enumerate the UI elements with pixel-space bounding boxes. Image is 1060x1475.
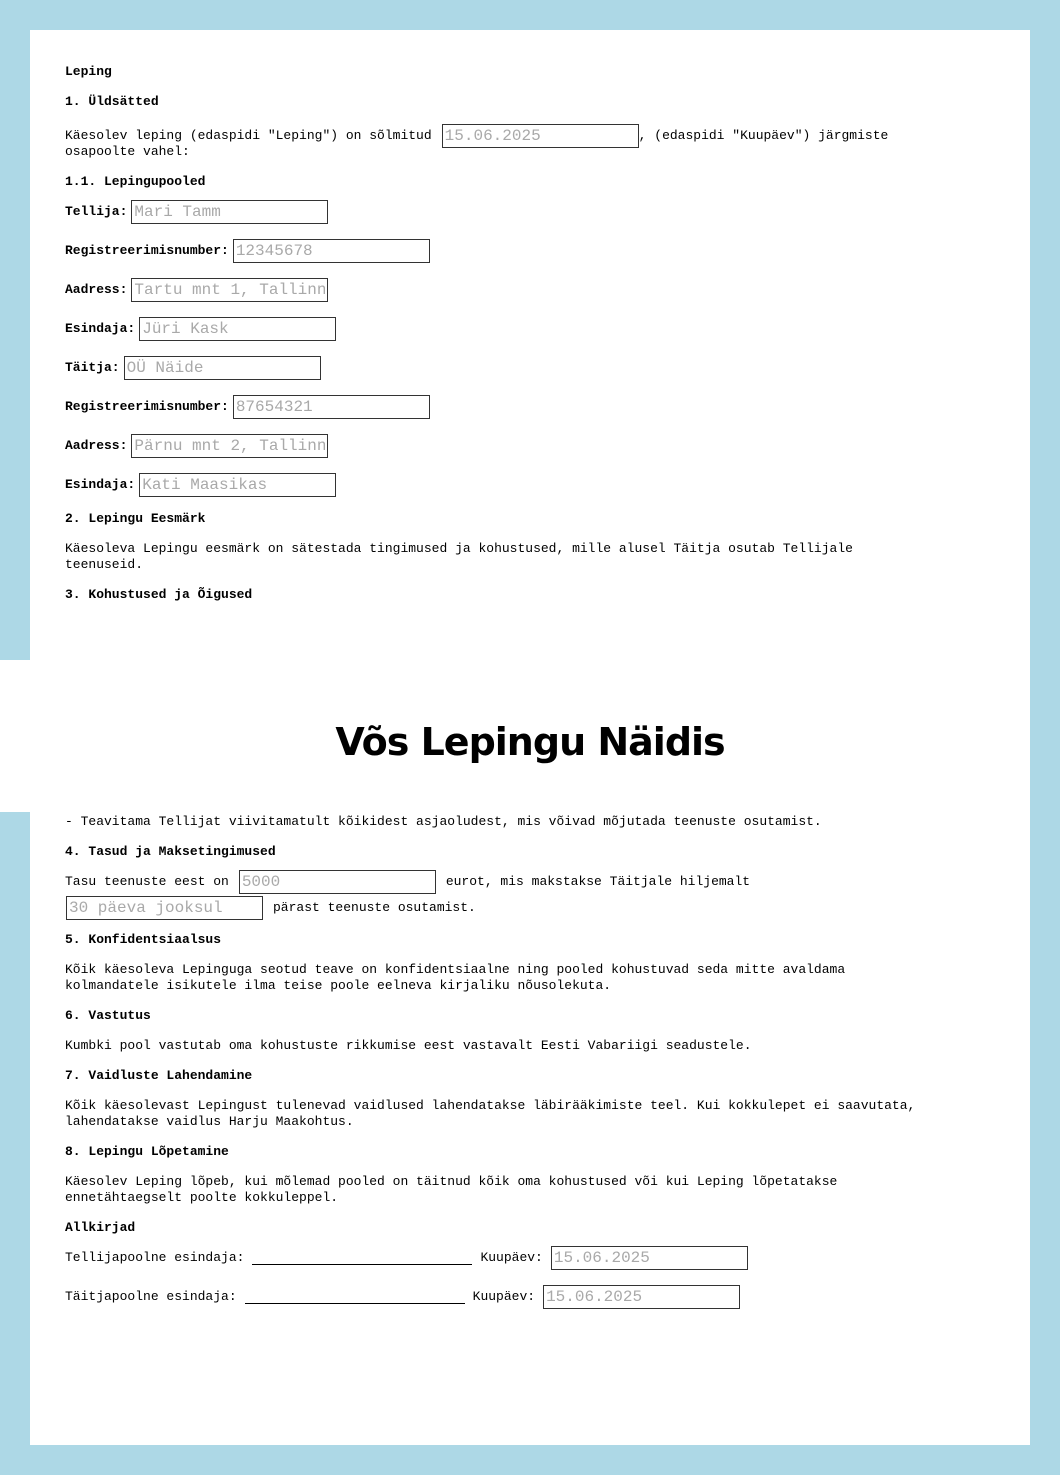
contractor-address-label: Aadress: bbox=[65, 438, 128, 453]
contractor-date-input[interactable] bbox=[543, 1285, 740, 1309]
client-signature-line[interactable] bbox=[252, 1252, 472, 1265]
section-1-heading: 1. Üldsätted bbox=[65, 94, 159, 109]
intro-text-a: Käesolev leping (edaspidi "Leping") on sõlmitud bbox=[65, 128, 432, 143]
contract-body-continued bbox=[65, 814, 925, 1309]
client-rep-label: Esindaja: bbox=[65, 321, 136, 336]
contractor-address-input[interactable] bbox=[131, 434, 328, 458]
section-8-heading: 8. Lepingu Lõpetamine bbox=[65, 1144, 229, 1159]
section-7-heading: 7. Vaidluste Lahendamine bbox=[65, 1068, 253, 1083]
payment-text-c: pärast teenuste osutamist. bbox=[273, 900, 476, 915]
contractor-signature-label: Täitjapoolne esindaja: bbox=[65, 1289, 237, 1304]
contractor-rep-label: Esindaja: bbox=[65, 477, 136, 492]
client-label: Tellija: bbox=[65, 204, 128, 219]
intro-text-b: , (edaspidi "Kuupäev") järgmiste bbox=[638, 128, 889, 143]
contractor-name-input[interactable] bbox=[124, 356, 321, 380]
payment-text-a: Tasu teenuste eest on bbox=[65, 874, 229, 889]
contractor-label: Täitja: bbox=[65, 360, 120, 375]
agreement-date-input[interactable] bbox=[442, 124, 639, 148]
contractor-signature-line[interactable] bbox=[245, 1291, 465, 1304]
client-address-input[interactable] bbox=[131, 278, 328, 302]
payment-text-b: eurot, mis makstakse Täitjale hiljemalt bbox=[445, 874, 751, 889]
section-6-heading: 6. Vastutus bbox=[65, 1008, 151, 1023]
signatures-heading: Allkirjad bbox=[65, 1220, 136, 1235]
contractor-reg-input[interactable] bbox=[233, 395, 430, 419]
doc-title: Leping bbox=[65, 64, 112, 79]
contractor-date-label: Kuupäev: bbox=[472, 1289, 536, 1304]
section-3-heading: 3. Kohustused ja Õigused bbox=[65, 587, 253, 602]
section-2-text: Käesoleva Lepingu eesmärk on sätestada tingimused ja kohustused, mille alusel Täitja osutab Tellijale teenuseid. bbox=[65, 541, 853, 572]
client-date-input[interactable] bbox=[551, 1246, 748, 1270]
payment-term-input[interactable] bbox=[66, 896, 263, 920]
section-7-text: Kõik käesolevast Lepingust tulenevad vaidlused lahendatakse läbirääkimiste teel. Kui kokkulepet ei saavutata, lahendatakse vaidlus Harju Maakohtus. bbox=[65, 1098, 916, 1129]
section-8-text: Käesolev Leping lõpeb, kui mõlemad pooled on täitnud kõik oma kohustused või kui Leping lõpetatakse ennetähtaegselt poolte kokkuleppel. bbox=[65, 1174, 838, 1205]
section-2-heading: 2. Lepingu Eesmärk bbox=[65, 511, 206, 526]
section-3-text: - Teavitama Tellijat viivitamatult kõikidest asjaoludest, mis võivad mõjutada teenuste osutamist. bbox=[65, 814, 822, 829]
contractor-reg-label: Registreerimisnumber: bbox=[65, 399, 229, 414]
section-5-heading: 5. Konfidentsiaalsus bbox=[65, 932, 222, 947]
section-6-text: Kumbki pool vastutab oma kohustuste rikkumise eest vastavalt Eesti Vabariigi seadustele. bbox=[65, 1038, 752, 1053]
client-signature-label: Tellijapoolne esindaja: bbox=[65, 1250, 245, 1265]
client-rep-input[interactable] bbox=[139, 317, 336, 341]
client-reg-input[interactable] bbox=[233, 239, 430, 263]
intro-text-c: osapoolte vahel: bbox=[65, 144, 190, 159]
amount-input[interactable] bbox=[239, 870, 436, 894]
client-name-input[interactable] bbox=[131, 200, 328, 224]
client-reg-label: Registreerimisnumber: bbox=[65, 243, 229, 258]
section-4-heading: 4. Tasud ja Maksetingimused bbox=[65, 844, 276, 859]
contractor-rep-input[interactable] bbox=[139, 473, 336, 497]
section-5-text: Kõik käesoleva Lepinguga seotud teave on konfidentsiaalne ning pooled kohustuvad seda mitte avaldama kolmandatele isikutele ilma teise poole eelneva kirjaliku nõusolekuta. bbox=[65, 962, 846, 993]
client-address-label: Aadress: bbox=[65, 282, 128, 297]
contract-body bbox=[65, 64, 925, 603]
client-date-label: Kuupäev: bbox=[480, 1250, 543, 1265]
section-1-1-heading: 1.1. Lepingupooled bbox=[65, 174, 206, 189]
banner-title: Võs Lepingu Näidis bbox=[335, 720, 725, 764]
